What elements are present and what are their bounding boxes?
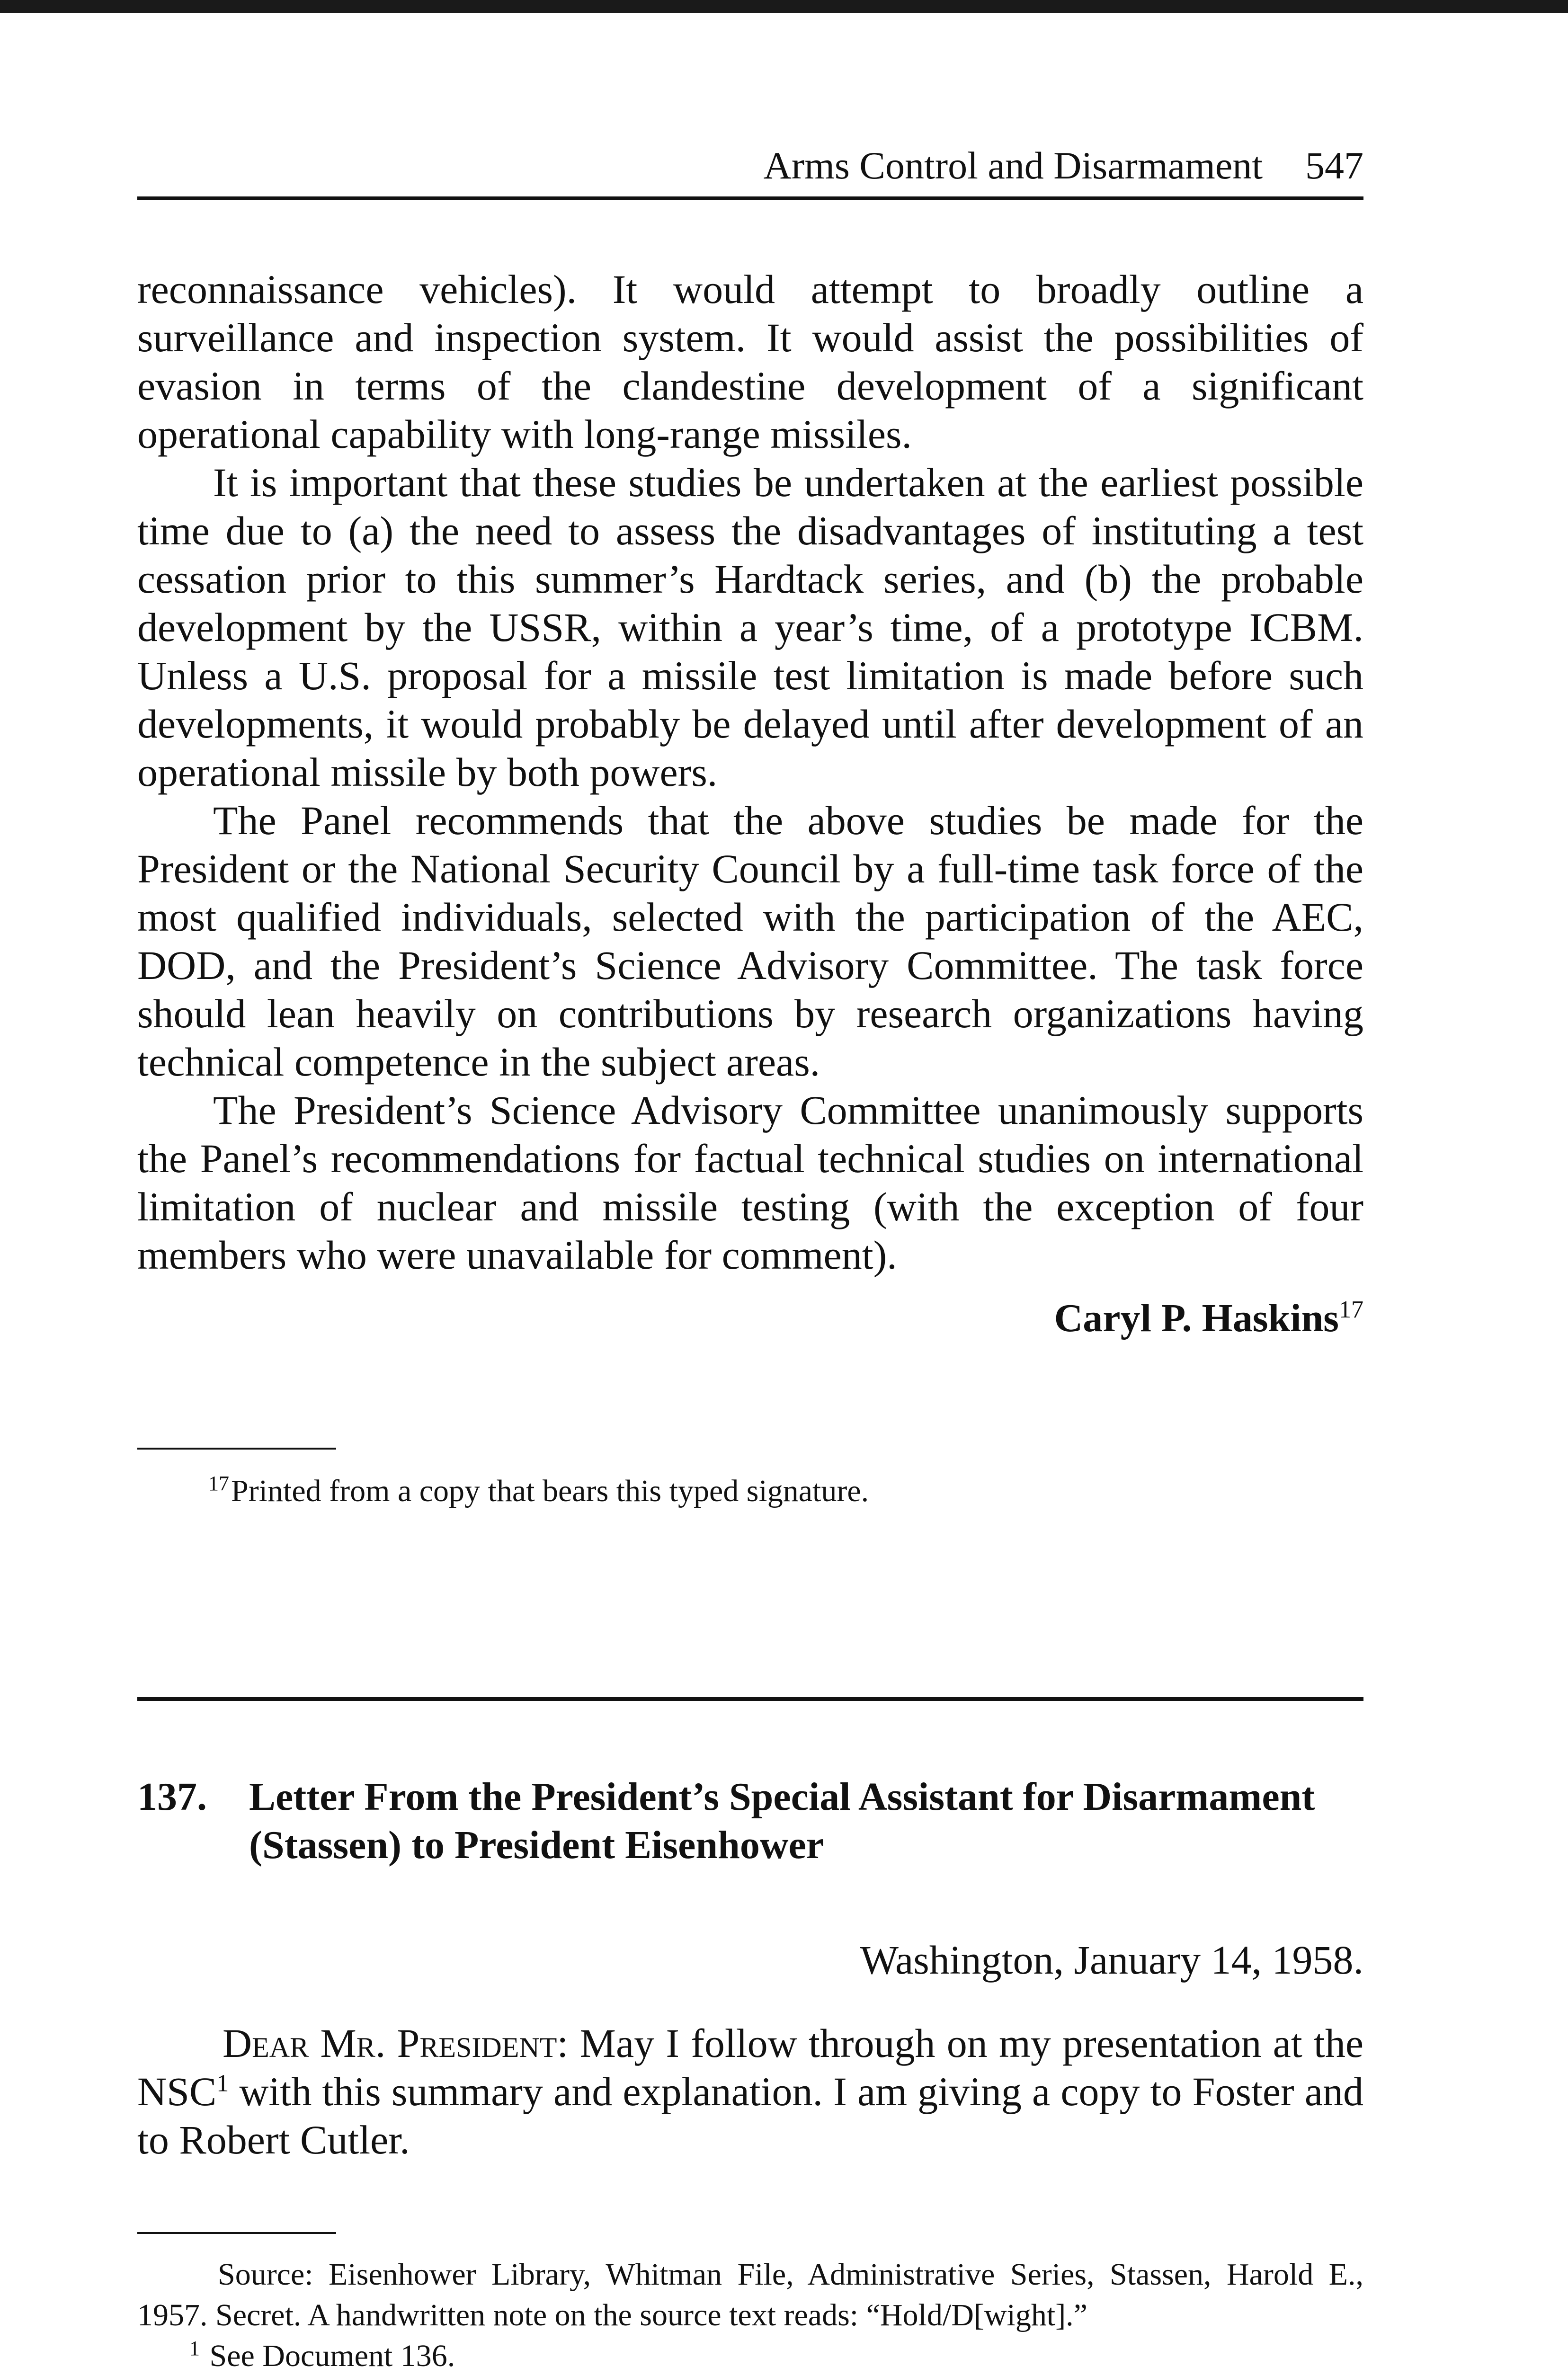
body-text — [137, 265, 1363, 1279]
footnote-number: 17 — [208, 1472, 229, 1495]
letter-text-continued: with this summary and explanation. I am giving a copy to Foster and to Robert Cutler. — [137, 2069, 1363, 2162]
running-head-rule — [137, 196, 1363, 200]
running-head — [764, 142, 1363, 189]
document-number: 137. — [137, 1775, 207, 1819]
footnote-rule — [137, 1448, 336, 1450]
page-number: 547 — [1305, 144, 1363, 187]
document-heading — [137, 1773, 1363, 1869]
footnote-1 — [137, 2336, 1363, 2367]
body-paragraph: It is important that these studies be undertaken at the earliest possible time due to (a) the need to assess the disadvantages of instituting a test cessation prior to this summer’s Hardtack series, and (b) the probable development by the USSR, within a year’s time, of a prototype ICBM. Unless a U.S. proposal for a missile test limitation is made before such developments, it would probably be delayed until after development of an operational missile by both powers. — [137, 460, 1363, 795]
salutation: Dear Mr. President: — [223, 2020, 569, 2066]
body-paragraph: The Panel recommends that the above studies be made for the President or the National Security Council by a full-time task force of the most qualified individuals, selected with the participation of the AEC, DOD, and the President’s Science Advisory Committee. The task force should lean heavily on contributions by research organizations having technical competence in the subject areas. — [137, 798, 1363, 1085]
letter-text: May I follow through on my presentation at the NSC — [137, 2020, 1364, 2114]
footnote-text: Printed from a copy that bears this typed signature. — [231, 1474, 869, 1508]
body-paragraph: reconnaissance vehicles). It would attempt to broadly outline a surveillance and inspection system. It would assist the possibilities of evasion in terms of the clandestine development of a significant operational capability with long-range missiles. — [137, 267, 1363, 457]
letter-body — [137, 2019, 1363, 2164]
body-paragraph: The President’s Science Advisory Committee unanimously supports the Panel’s recommendations for factual technical studies on international limitation of nuclear and missile testing (with the exception of four members who were unavailable for comment). — [137, 1087, 1363, 1278]
signature — [1054, 1295, 1363, 1342]
bottom-footnotes — [137, 2254, 1363, 2367]
source-note: Source: Eisenhower Library, Whitman File, Administrative Series, Stassen, Harold E., 1957. Secret. A handwritten note on the source text reads: “Hold/D[wight].” — [137, 2257, 1363, 2332]
footnote-17 — [208, 1472, 869, 1510]
footnote-rule — [137, 2232, 336, 2234]
document-title: Letter From the President’s Special Assistant for Disarmament (Stassen) to President Eisenhower — [249, 1775, 1315, 1867]
footnote-number: 1 — [189, 2337, 200, 2360]
scan-top-border — [0, 0, 1568, 13]
running-head-title: Arms Control and Disarmament — [763, 144, 1263, 187]
signature-name: Caryl P. Haskins — [1054, 1296, 1339, 1340]
footnote-text: See Document 136. — [202, 2339, 455, 2367]
signature-footnote-ref: 17 — [1339, 1296, 1363, 1323]
letter-footnote-ref: 1 — [216, 2070, 229, 2097]
section-divider-rule — [137, 1697, 1363, 1701]
dateline: Washington, January 14, 1958. — [860, 1937, 1363, 1983]
letter-paragraph — [137, 2019, 1363, 2164]
